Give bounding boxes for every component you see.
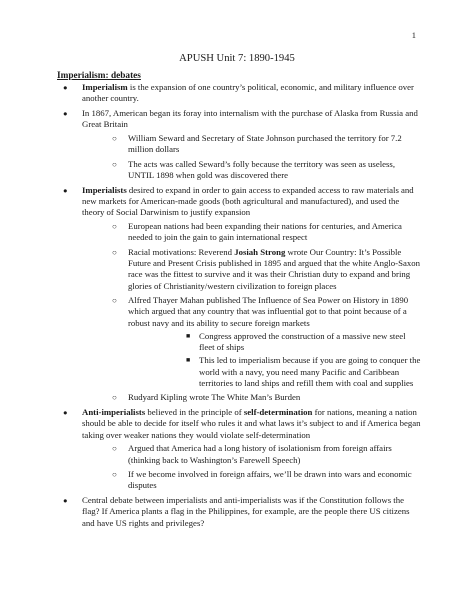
term-imperialism: Imperialism xyxy=(82,82,128,92)
list-subsubitem-steel-fleet xyxy=(128,331,422,354)
bullet-square-icon: ■ xyxy=(186,331,191,340)
steel-fleet-text: Congress approved the construction of a massive new steel fleet of ships xyxy=(199,330,406,353)
bullet-circle-icon: ○ xyxy=(112,159,117,169)
bullet-disc-icon: ● xyxy=(63,185,68,195)
imperialism-definition-text: is the expansion of one country’s political, economic, and military influence over another country. xyxy=(82,82,414,104)
document-title: APUSH Unit 7: 1890-1945 xyxy=(179,53,295,64)
bullet-disc-icon: ● xyxy=(63,407,68,417)
list-subitem-racial-motivations xyxy=(82,247,422,293)
bullet-circle-icon: ○ xyxy=(112,393,117,403)
bullet-disc-icon: ● xyxy=(63,109,68,118)
anti-imperialists-text: believed in the principle of xyxy=(145,406,244,417)
racial-motivations-rest: wrote Our Country: It’s Possible Future and Present Crisis published in 1895 and argued that the white Anglo-Saxon race was the fittest to survive and it was their Christian duty to expand and bring glories of Christianity/western civilization to foreign places xyxy=(128,246,420,291)
list-subsubitem-navy-territories xyxy=(128,355,422,389)
term-anti-imperialists: Anti-imperialists xyxy=(82,406,146,417)
mahan-text: Alfred Thayer Mahan published The Influence of Sea Power on History in 1890 which argued that any country that was influential got to that point because of a robust navy and its ability to secure foreign markets xyxy=(128,295,409,328)
section-heading: Imperialism: debates xyxy=(57,71,141,81)
central-debate-text: Central debate between imperialists and anti-imperialists was if the Constitution follows the flag? If America plants a flag in the Philippines, for example, are the people there US citizens and have US rights and privileges? xyxy=(82,494,410,528)
isolationism-text: Argued that America had a long history of isolationism from foreign affairs (thinking back to Washington’s Farewell Speech) xyxy=(128,443,392,465)
list-item-imperialists xyxy=(56,185,422,404)
page-number: 1 xyxy=(411,30,416,40)
bullet-circle-icon: ○ xyxy=(112,134,117,143)
notes-body xyxy=(56,82,422,532)
sewards-folly-text: The acts was called Seward’s folly because the territory was seen as useless, UNTIL 1898 when gold was discovered there xyxy=(128,158,396,181)
imperialists-sublist xyxy=(82,221,422,404)
kipling-text: Rudyard Kipling wrote The White Man’s Burden xyxy=(128,392,301,403)
navy-territories-text: This led to imperialism because if you are going to conquer the world with a navy, you need many Pacific and Caribbean territories to land ships and refill them with coal and supplies xyxy=(199,355,421,389)
bullet-circle-icon: ○ xyxy=(112,247,117,257)
bullet-circle-icon: ○ xyxy=(112,469,117,479)
bullet-disc-icon: ● xyxy=(63,495,68,505)
list-subitem-sewards-folly xyxy=(82,159,422,182)
list-subitem-foreign-affairs xyxy=(82,469,422,492)
foreign-affairs-text: If we become involved in foreign affairs, we’ll be drawn into wars and economic disputes xyxy=(128,468,412,491)
racial-motivations-text: Racial motivations: Reverend xyxy=(128,246,235,257)
bullet-circle-icon: ○ xyxy=(112,222,117,232)
anti-imperialists-sublist xyxy=(82,443,422,491)
bullet-circle-icon: ○ xyxy=(112,444,117,454)
list-subitem-mahan xyxy=(82,295,422,389)
bullet-square-icon: ■ xyxy=(186,356,191,365)
alaska-sublist xyxy=(82,133,422,181)
bullet-circle-icon: ○ xyxy=(112,296,117,306)
seward-purchase-text: William Seward and Secretary of State Johnson purchased the territory for 7.2 million dollars xyxy=(128,133,402,155)
bullet-list xyxy=(56,82,422,529)
alaska-text: In 1867, American began its foray into internalism with the purchase of Alaska from Russia and Great Britain xyxy=(82,108,418,130)
term-self-determination: self-determination xyxy=(243,406,313,417)
list-subitem-kipling xyxy=(82,392,422,403)
list-subitem-european-nations xyxy=(82,221,422,244)
list-item-anti-imperialists xyxy=(56,407,422,492)
list-subitem-seward-purchase xyxy=(82,133,422,156)
list-item-imperialism-definition xyxy=(56,82,422,105)
mahan-sublist xyxy=(128,331,422,390)
anti-imperialists-rest: for nations, meaning a nation should be able to decide for itself who rules it and what laws it’s subject to and if America began taking over weaker nations they would violate self-determination xyxy=(82,406,421,440)
bullet-disc-icon: ● xyxy=(63,83,68,92)
list-item-central-debate xyxy=(56,495,422,529)
term-imperialists: Imperialists xyxy=(82,184,127,195)
list-subitem-isolationism xyxy=(82,443,422,466)
term-josiah-strong: Josiah Strong xyxy=(234,246,286,257)
european-nations-text: European nations had been expanding their nations for centuries, and America needed to join the gain to gain international respect xyxy=(128,221,402,243)
list-item-alaska xyxy=(56,108,422,181)
imperialists-definition-text: desired to expand in order to gain access to expanded access to raw materials and new markets for American-made goods (both agricultural and manufactured), and used the theory of Social Darwinism to justify expansion xyxy=(82,184,414,218)
